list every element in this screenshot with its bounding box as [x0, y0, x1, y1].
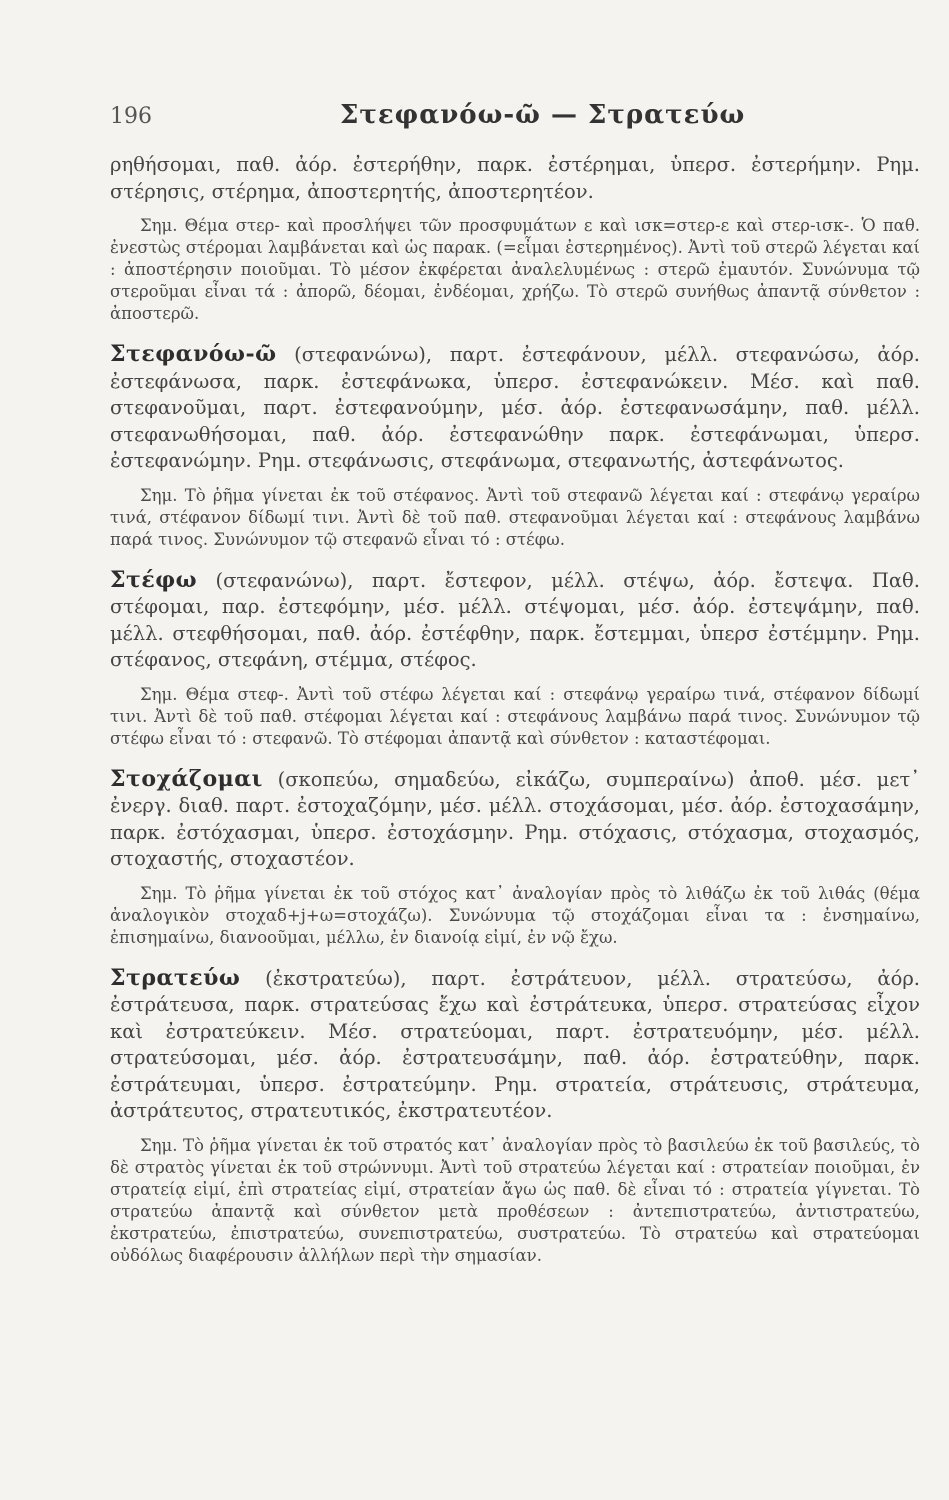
page-header	[110, 100, 920, 140]
entry-note	[110, 883, 920, 949]
note-label: Σημ.	[140, 1135, 178, 1155]
headword: Στεφανόω-ῶ	[110, 341, 277, 367]
note-label: Σημ.	[140, 485, 178, 505]
note-text: Θέμα στεφ-. Ἀντὶ τοῦ στέφω λέγεται καί : στεφάνῳ γεραίρω τινά, στέφανον δίδωμί τινι. Ἀντὶ δὲ τοῦ παθ. στέφομαι λέγεται καί : στεφάνους λαμβάνω παρά τινος. Συνώνυμον τῷ στέφω εἶναι τό : στεφανῶ. Τὸ στέφομαι ἀπαντᾷ καὶ σύνθετον : καταστέφομαι.	[110, 684, 920, 748]
continued-entry	[110, 152, 920, 325]
note-label: Σημ.	[140, 684, 178, 704]
entry-text	[110, 766, 920, 873]
headword: Στοχάζομαι	[110, 765, 263, 792]
entry-body: (σκοπεύω, σημαδεύω, εἰκάζω, συμπεραίνω) ἀποθ. μέσ. μετ᾽ ἐνεργ. διαθ. παρτ. ἐστοχαζόμην, μέσ. μέλλ. στοχάσομαι, μέσ. ἀόρ. ἐστοχασάμην, παρκ. ἐστόχασμαι, ὑπερσ. ἐστοχάσμην. Ρημ. στόχασις, στόχασμα, στοχασμός, στοχαστής, στοχαστέον.	[110, 767, 920, 870]
note-label: Σημ.	[140, 216, 178, 235]
headword: Στέφω	[110, 566, 198, 593]
continued-entry-text: ρηθήσομαι, παθ. ἀόρ. ἐστερήθην, παρκ. ἐστέρημαι, ὑπερσ. ἐστερήμην. Ρημ. στέρησις, στέρημα, ἀποστερητής, ἀποστερητέον.	[110, 153, 920, 203]
page-body	[110, 152, 920, 1283]
entry-stefo	[110, 567, 920, 750]
entry-body: (ἐκστρατεύω), παρτ. ἐστράτευον, μέλλ. στρατεύσω, ἀόρ. ἐστράτευσα, παρκ. στρατεύσας ἔχω καὶ ἐστράτευκα, ὑπερσ. στρατεύσας εἶχον καὶ ἐστρατεύκειν. Μέσ. στρατεύομαι, παρτ. ἐστρατευόμην, μέσ. μέλλ. στρατεύσομαι, μέσ. ἀόρ. ἐστρατευσάμην, παθ. ἀόρ. ἐστρατεύθην, παρκ. ἐστράτευμαι, ὑπερσ. ἐστρατεύμην. Ρημ. στρατεία, στράτευσις, στράτευμα, ἀστράτευτος, στρατευτικός, ἐκστρατευτέον.	[110, 966, 921, 1122]
entry-text	[110, 341, 920, 475]
entry-text	[110, 567, 920, 674]
entry-strateuo	[110, 965, 920, 1267]
entry-stefanoo	[110, 341, 920, 551]
running-head: Στεφανόω-ῶ — Στρατεύω	[340, 100, 746, 130]
entry-body: (στεφανώνω), παρτ. ἐστεφάνουν, μέλλ. στεφανώσω, ἀόρ. ἐστεφάνωσα, παρκ. ἐστεφάνωκα, ὑπερσ. ἐστεφανώκειν. Μέσ. καὶ παθ. στεφανοῦμαι, παρτ. ἐστεφανούμην, μέσ. ἀόρ. ἐστεφανωσάμην, παθ. μέλλ. στεφανωθήσομαι, παθ. ἀόρ. ἐστεφανώθην παρκ. ἐστεφάνωμαι, ὑπερσ. ἐστεφανώμην. Ρημ. στεφάνωσις, στεφάνωμα, στεφανωτής, ἀστεφάνωτος.	[110, 343, 920, 472]
entry-note	[110, 1135, 920, 1267]
note-text: Τὸ ῥῆμα γίνεται ἐκ τοῦ στόχος κατ᾽ ἀναλογίαν πρὸς τὸ λιθάζω ἐκ τοῦ λιθάς (θέμα ἀναλογικὸν στοχαδ+j+ω=στοχάζω). Συνώνυμα τῷ στοχάζομαι εἶναι τα : ἐνσημαίνω, ἐπισημαίνω, διανοοῦμαι, μέλλω, ἐν διανοίᾳ εἰμί, ἐν νῷ ἔχω.	[110, 883, 920, 947]
note-text: Τὸ ῥῆμα γίνεται ἐκ τοῦ στρατός κατ᾽ ἀναλογίαν πρὸς τὸ βασιλεύω ἐκ τοῦ βασιλεύς, τὸ δὲ στρατὸς γίνεται ἐκ τοῦ στρώννυμι. Ἀντὶ τοῦ στρατεύω λέγεται καί : στρατείαν ποιοῦμαι, ἐν στρατείᾳ εἰμί, ἐπὶ στρατείας εἰμί, στρατείαν ἄγω ὡς παθ. δὲ εἶναι τό : στρατεία γίγνεται. Τὸ στρατεύω ἀπαντᾷ καὶ σύνθετον μετὰ προθέσεων : ἀντεπιστρατεύω, ἀντιστρατεύω, ἐκστρατεύω, ἐπιστρατεύω, συνεπιστρατεύω, συστρατεύω. Τὸ στρατεύω καὶ στρατεύομαι οὐδόλως διαφέρουσιν ἀλλήλων περὶ τὴν σημασίαν.	[110, 1135, 920, 1265]
note-label: Σημ.	[140, 883, 178, 903]
entry-text	[110, 965, 920, 1125]
entry-note	[110, 684, 920, 750]
entry-body: (στεφανώνω), παρτ. ἔστεφον, μέλλ. στέψω, ἀόρ. ἔστεψα. Παθ. στέφομαι, παρ. ἐστεφόμην, μέσ. μέλλ. στέψομαι, μέσ. ἀόρ. ἐστεψάμην, παθ. μέλλ. στεφθήσομαι, παθ. ἀόρ. ἐστέφθην, παρκ. ἔστεμμαι, ὑπερσ ἐστέμμην. Ρημ. στέφανος, στεφάνη, στέμμα, στέφος.	[110, 568, 920, 671]
headword: Στρατεύω	[110, 964, 241, 991]
entry-stochazomai	[110, 766, 920, 949]
note-text: Τὸ ῥῆμα γίνεται ἐκ τοῦ στέφανος. Ἀντὶ τοῦ στεφανῶ λέγεται καί : στεφάνῳ γεραίρω τινά, στέφανον δίδωμί τινι. Ἀντὶ δὲ τοῦ παθ. στεφανοῦμαι λέγεται καί : στεφάνους λαμβάνω παρά τινος. Συνώνυμον τῷ στεφανῶ εἶναι τό : στέφω.	[110, 485, 920, 549]
note-text: Θέμα στερ- καὶ προσλήψει τῶν προσφυμάτων ε καὶ ισκ=στερ-ε καὶ στερ-ισκ-. Ὁ παθ. ἐνεστὼς στέρομαι λαμβάνεται καὶ ὡς παρακ. (=εἶμαι ἐστερημένος). Ἀντὶ τοῦ στερῶ λέγεται καί : ἀποστέρησιν ποιοῦμαι. Τὸ μέσον ἐκφέρεται ἀναλελυμένως : στερῶ ἐμαυτόν. Συνώνυμα τῷ στεροῦμαι εἶναι τά : ἀπορῶ, δέομαι, ἐνδέομαι, χρήζω. Τὸ στερῶ συνήθως ἀπαντᾷ σύνθετον : ἀποστερῶ.	[110, 216, 921, 323]
continued-entry-note	[110, 215, 920, 325]
entry-note	[110, 485, 920, 551]
page-number: 196	[110, 104, 152, 129]
